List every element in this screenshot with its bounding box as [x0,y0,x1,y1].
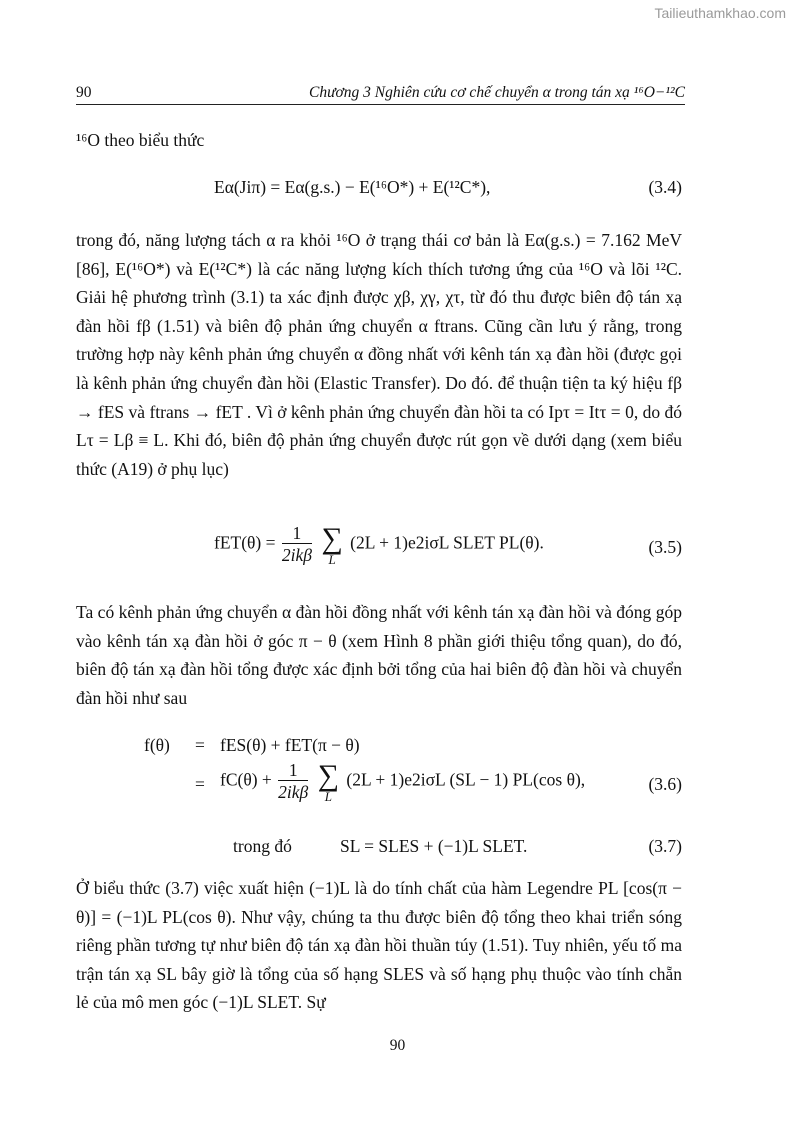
equation-3-6-line-2 [76,760,682,816]
equation-3-4-expression: Eα(Jiπ) = Eα(g.s.) − E(¹⁶O*) + E(¹²C*), [214,177,491,197]
equation-3-5-sum [321,521,343,567]
sum-symbol: ∑ [321,521,343,555]
equation-3-4 [76,177,682,209]
equation-3-5-fraction [282,523,312,566]
paragraph-legendre: Ở biểu thức (3.7) việc xuất hiện (−1)L là do tính chất của hàm Legendre PL [cos(π − θ)] = (−1)L PL(cos θ). Như vậy, chúng ta thu được biên độ tổng theo khai triển sóng riêng phần tương tự như biên độ tán xạ đàn hồi thuần túy (1.51). Tuy nhiên, yếu tố ma trận tán xạ SL bây giờ là tổng của số hạng SLES và số hạng phụ thuộc vào tính chẵn lẻ của mô men góc (−1)L SLET. Sự [76,878,682,1013]
paragraph-separation-energy: trong đó, năng lượng tách α ra khỏi ¹⁶O ở trạng thái cơ bản là Eα(g.s.) = 7.162 MeV [86], E(¹⁶O*) và E(¹²C*) là các năng lượng kích thích tương ứng của ¹⁶O và lõi ¹²C. Giải hệ phương trình (3.1) ta xác định được χβ, χγ, χτ, từ đó thu được biên độ tán xạ đàn hồi fβ (1.51) và biên độ phản ứng chuyển α ftrans. Cũng cần lưu ý rằng, trong trường hợp này kênh phản ứng chuyển α đồng nhất với kênh tán xạ đàn hồi (được gọi là kênh phản ứng chuyển đàn hồi (Elastic Transfer). Do đó. để thuận tiện ta ký hiệu fβ → fES và ftrans → fET . Vì ở kênh phản ứng chuyển đàn hồi ta có Ipτ = Itτ = 0, do đó Lτ = Lβ ≡ L. Khi đó, biên độ phản ứng chuyển được rút gọn về dưới dạng (xem biểu thức (A19) ở phụ lục) [76,230,682,479]
header-chapter-title: Chương 3 Nghiên cứu cơ chế chuyển α trong tán xạ ¹⁶O−¹²C [308,84,685,101]
equation-3-5-lhs: fET(θ) = [214,532,276,553]
equation-3-5-rhs: (2L + 1)e2iσL SLET PL(θ). [350,532,544,553]
footer-page-number: 90 [389,1037,406,1054]
watermark: Tailieuthamkhao.com [654,5,786,21]
equation-3-6-rhs-1: fES(θ) + fET(π − θ) [220,735,360,755]
equation-3-6-denominator: 2ikβ [278,782,309,802]
equation-3-7 [76,836,682,868]
equation-3-6-equals-2: = [195,774,205,794]
equation-3-7-expression: SL = SLES + (−1)L SLET. [340,836,528,856]
equation-3-6-fraction [278,760,308,803]
sum-index: L [324,788,332,804]
sum-symbol: ∑ [317,758,340,792]
sum-index: L [328,551,336,567]
paragraph-intro: ¹⁶O theo biểu thức [76,130,205,150]
header-page-number: 90 [76,84,92,101]
equation-3-6-numerator: 1 [278,760,308,781]
equation-3-4-tag: (3.4) [648,177,682,197]
equation-3-5 [76,523,682,579]
equation-3-6-pre: fC(θ) + [220,769,272,790]
equation-3-6-post: (2L + 1)e2iσL (SL − 1) PL(cos θ), [346,769,586,790]
equation-3-6-tag: (3.6) [648,774,682,794]
paragraph-elastic-transfer: Ta có kênh phản ứng chuyển α đàn hồi đồng nhất với kênh tán xạ đàn hồi và đóng góp vào kênh tán xạ đàn hồi ở góc π − θ (xem Hình 8 phần giới thiệu tổng quan), do đó, biên độ tán xạ đàn hồi tổng được xác định bởi tổng của hai biên độ đàn hồi và chuyển đàn hồi như sau [76,602,682,708]
equation-3-6-lhs: f(θ) [144,735,170,755]
equation-3-5-numerator: 1 [282,523,312,544]
equation-3-7-tag: (3.7) [648,836,682,856]
running-header [76,84,685,105]
equation-3-7-label: trong đó [233,836,292,856]
equation-3-5-tag: (3.5) [648,537,682,557]
equation-3-5-denominator: 2ikβ [281,545,312,565]
equation-3-6-sum [317,758,340,804]
equation-3-6-equals-1: = [195,735,205,755]
